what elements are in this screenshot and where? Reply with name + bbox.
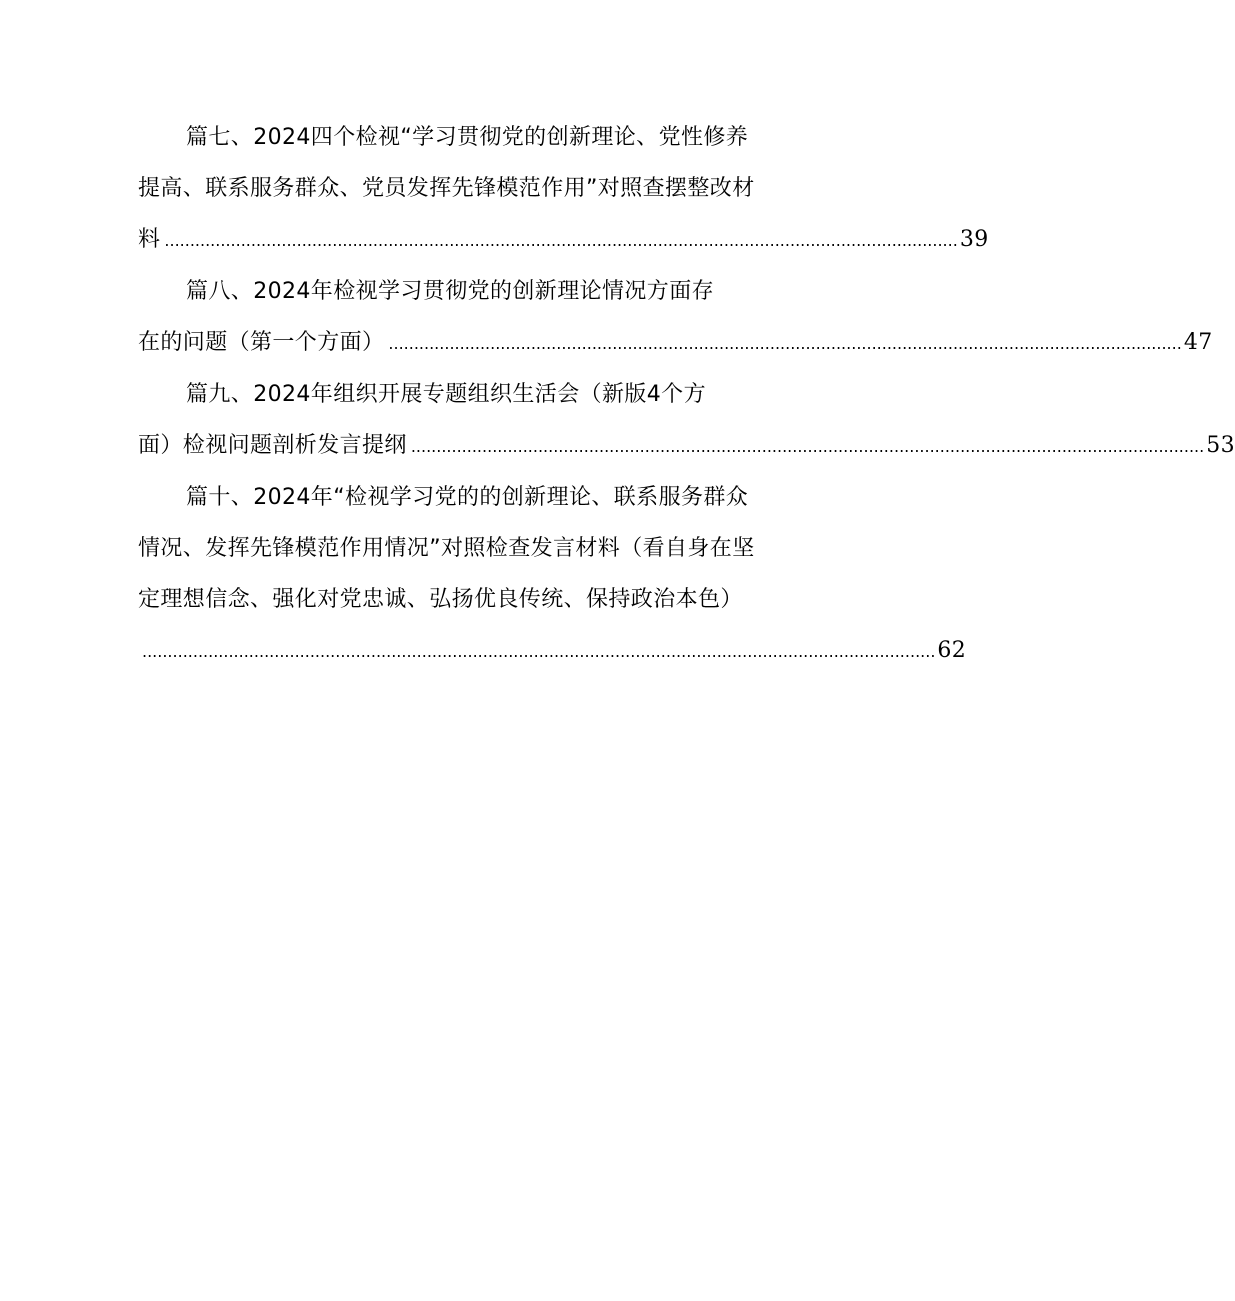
toc-leader-line (138, 625, 967, 677)
toc-entry-text: 篇十、2024年“检视学习党的的创新理论、联系服务群众 (186, 485, 749, 510)
page-number: 39 (959, 227, 989, 252)
toc-entry-text: 在的问题（第一个方面） (138, 330, 385, 355)
toc-entry-text: 料 (138, 227, 161, 252)
page-number: 53 (1206, 433, 1235, 458)
toc-entry-text: 面）检视问题剖析发言提纲 (138, 433, 407, 458)
page-number: 62 (937, 638, 967, 663)
table-of-contents (138, 112, 1235, 677)
dot-leader: ............................................................................................................................................................ (410, 437, 1205, 456)
toc-leader-line (138, 214, 989, 266)
dot-leader: ............................................................................................................................................................ (142, 642, 936, 661)
toc-entry-7[interactable] (138, 112, 989, 266)
dot-leader: ............................................................................................................................................................ (164, 231, 958, 250)
toc-entry-10[interactable] (138, 472, 967, 677)
toc-entry-text: 篇七、2024四个检视“学习贯彻党的创新理论、党性修养 (186, 125, 749, 150)
dot-leader: ............................................................................................................................................................ (388, 334, 1182, 353)
toc-entry-text: 篇九、2024年组织开展专题组织生活会（新版4个方 (186, 382, 706, 407)
page-number: 47 (1183, 330, 1213, 355)
toc-entry-8[interactable] (138, 266, 1213, 369)
toc-entry-text: 篇八、2024年检视学习贯彻党的创新理论情况方面存 (186, 279, 714, 304)
toc-leader-line (138, 420, 1235, 472)
toc-entry-text: 定理想信念、强化对党忠诚、弘扬优良传统、保持政治本色） (138, 587, 743, 612)
toc-entry-text: 提高、联系服务群众、党员发挥先锋模范作用”对照查摆整改材 (138, 176, 755, 201)
toc-entry-9[interactable] (138, 369, 1235, 472)
toc-leader-line (138, 317, 1213, 369)
toc-entry-text: 情况、发挥先锋模范作用情况”对照检查发言材料（看自身在坚 (138, 536, 755, 561)
